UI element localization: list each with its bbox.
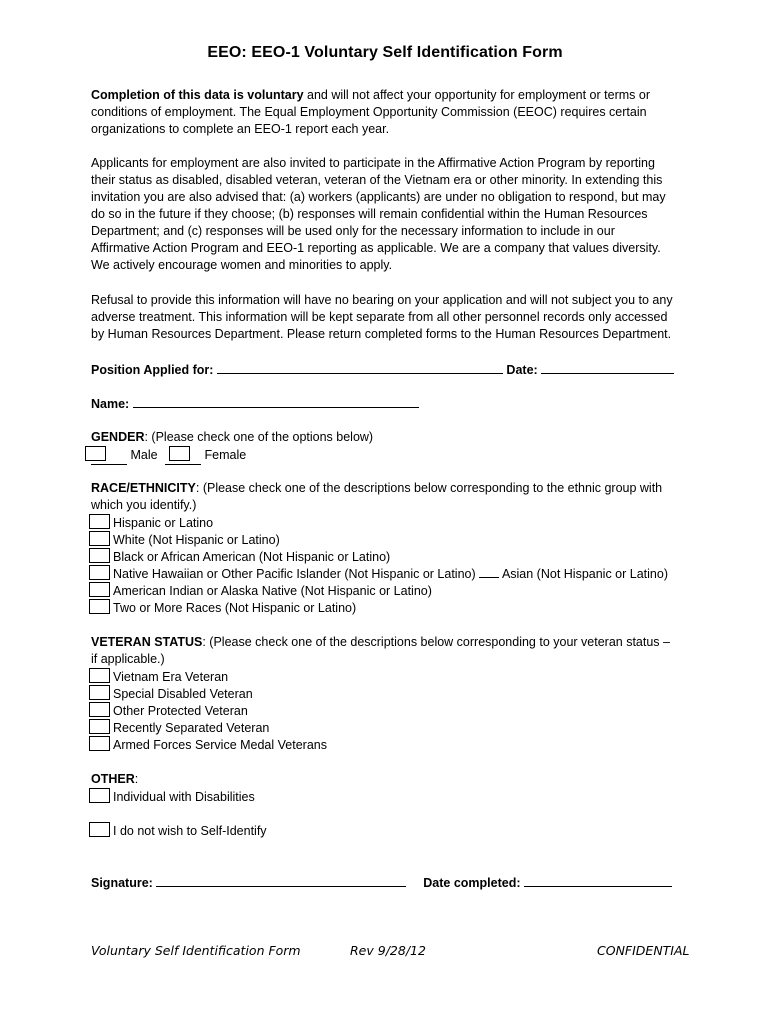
race-option bbox=[89, 565, 668, 582]
veteran-option bbox=[89, 685, 253, 702]
footer-confidential: CONFIDENTIAL bbox=[597, 943, 690, 958]
other-option bbox=[89, 822, 267, 839]
footer-revision: Rev 9/28/12 bbox=[350, 943, 426, 958]
no-self-identify-checkbox[interactable] bbox=[89, 822, 110, 837]
special-disabled-checkbox[interactable] bbox=[89, 685, 110, 700]
position-label: Position Applied for: bbox=[91, 363, 214, 377]
intro-line-3: organizations to complete an EEO-1 report each year. bbox=[91, 122, 390, 136]
para3-line: by Human Resources Department. Please return completed forms to the Human Resources Department. bbox=[91, 327, 672, 341]
intro-line-2: conditions of employment. The Equal Employment Opportunity Commission (EEOC) requires certain bbox=[91, 105, 647, 119]
veteran-instruction-2: if applicable.) bbox=[91, 652, 165, 666]
asian-label: Asian (Not Hispanic or Latino) bbox=[501, 567, 668, 581]
race-option-label: Native Hawaiian or Other Pacific Islander (Not Hispanic or Latino) bbox=[113, 567, 476, 581]
white-checkbox[interactable] bbox=[89, 531, 110, 546]
race-option-label: American Indian or Alaska Native (Not Hispanic or Latino) bbox=[113, 584, 432, 598]
race-option bbox=[89, 582, 432, 599]
male-checkbox[interactable] bbox=[85, 446, 106, 461]
para2-line: do so in the future if they choose; (b) responses will remain confidential within the Human Resources bbox=[91, 207, 648, 221]
refusal-paragraph bbox=[91, 292, 691, 343]
form-title: EEO: EEO-1 Voluntary Self Identification Form bbox=[207, 44, 563, 61]
other-option-label: I do not wish to Self-Identify bbox=[113, 824, 267, 838]
gender-options bbox=[91, 446, 246, 463]
female-checkbox[interactable] bbox=[169, 446, 190, 461]
race-instruction-2: which you identify.) bbox=[91, 498, 197, 512]
other-section bbox=[91, 771, 691, 788]
affirmative-action-paragraph bbox=[91, 155, 691, 274]
para2-line: their status as disabled, disabled veteran, veteran of the Vietnam era or other minority. In extending this bbox=[91, 173, 663, 187]
gender-section bbox=[91, 429, 691, 446]
intro-line-1-rest: and will not affect your opportunity for employment or terms or bbox=[303, 88, 650, 102]
american-indian-checkbox[interactable] bbox=[89, 582, 110, 597]
voluntary-notice: Completion of this data is voluntary bbox=[91, 88, 304, 102]
race-option bbox=[89, 548, 390, 565]
veteran-option bbox=[89, 668, 228, 685]
signature-field[interactable] bbox=[156, 874, 406, 887]
other-heading: OTHER bbox=[91, 772, 135, 786]
armed-forces-checkbox[interactable] bbox=[89, 736, 110, 751]
para2-line: We actively encourage women and minorities to apply. bbox=[91, 258, 393, 272]
race-option bbox=[89, 514, 213, 531]
name-row bbox=[91, 395, 419, 411]
veteran-heading-line bbox=[91, 634, 691, 651]
signature-row bbox=[91, 874, 672, 890]
other-protected-checkbox[interactable] bbox=[89, 702, 110, 717]
two-or-more-checkbox[interactable] bbox=[89, 599, 110, 614]
race-option-label: Two or More Races (Not Hispanic or Latino) bbox=[113, 601, 357, 615]
male-blank bbox=[91, 446, 127, 465]
race-instruction: : (Please check one of the descriptions below corresponding to the ethnic group with bbox=[195, 481, 663, 495]
para3-line: Refusal to provide this information will have no bearing on your application and will not subject you to any bbox=[91, 293, 673, 307]
other-option-label: Individual with Disabilities bbox=[113, 790, 255, 804]
name-label: Name: bbox=[91, 397, 130, 411]
other-option bbox=[89, 788, 255, 805]
veteran-section bbox=[91, 634, 691, 668]
date-field[interactable] bbox=[541, 361, 674, 374]
race-section bbox=[91, 480, 691, 514]
veteran-instruction: : (Please check one of the descriptions below corresponding to your veteran status – bbox=[202, 635, 670, 649]
asian-blank[interactable] bbox=[479, 565, 499, 578]
black-checkbox[interactable] bbox=[89, 548, 110, 563]
race-option-label: Hispanic or Latino bbox=[113, 516, 214, 530]
race-option-label: Black or African American (Not Hispanic or Latino) bbox=[113, 550, 391, 564]
veteran-option-label: Other Protected Veteran bbox=[113, 704, 248, 718]
date-completed-field[interactable] bbox=[524, 874, 672, 887]
intro-line-1 bbox=[91, 87, 691, 104]
veteran-heading: VETERAN STATUS bbox=[91, 635, 203, 649]
position-date-row bbox=[91, 361, 674, 377]
date-label: Date: bbox=[506, 363, 538, 377]
veteran-option-label: Armed Forces Service Medal Veterans bbox=[113, 738, 327, 752]
signature-label: Signature: bbox=[91, 876, 153, 890]
race-option-label: White (Not Hispanic or Latino) bbox=[113, 533, 280, 547]
para2-line: Affirmative Action Program and EEO-1 reporting as applicable. We are a company that values diversity. bbox=[91, 241, 661, 255]
para2-line: Applicants for employment are also invited to participate in the Affirmative Action Program by reporting bbox=[91, 156, 655, 170]
veteran-option-label: Recently Separated Veteran bbox=[113, 721, 270, 735]
female-label: Female bbox=[204, 448, 247, 462]
para3-line: adverse treatment. This information will be kept separate from all other personnel records only accessed bbox=[91, 310, 668, 324]
name-field[interactable] bbox=[133, 395, 419, 408]
gender-heading: GENDER bbox=[91, 430, 145, 444]
race-heading-line bbox=[91, 480, 691, 497]
position-field[interactable] bbox=[217, 361, 503, 374]
date-completed-label: Date completed: bbox=[423, 876, 521, 890]
intro-paragraph bbox=[91, 87, 691, 138]
race-heading: RACE/ETHNICITY bbox=[91, 481, 196, 495]
pacific-islander-checkbox[interactable] bbox=[89, 565, 110, 580]
vietnam-era-checkbox[interactable] bbox=[89, 668, 110, 683]
veteran-option-label: Special Disabled Veteran bbox=[113, 687, 253, 701]
recently-separated-checkbox[interactable] bbox=[89, 719, 110, 734]
other-colon: : bbox=[134, 772, 139, 786]
veteran-option-label: Vietnam Era Veteran bbox=[113, 670, 229, 684]
hispanic-checkbox[interactable] bbox=[89, 514, 110, 529]
race-option bbox=[89, 599, 356, 616]
gender-instruction: : (Please check one of the options below) bbox=[144, 430, 374, 444]
male-label: Male bbox=[130, 448, 158, 462]
para2-line: invitation you are also advised that: (a) workers (applicants) are under no obligation to respond, but may bbox=[91, 190, 666, 204]
footer-form-name: Voluntary Self Identification Form bbox=[91, 943, 301, 958]
veteran-option bbox=[89, 719, 269, 736]
para2-line: Department; and (c) responses will be used only for the necessary information to include in our bbox=[91, 224, 615, 238]
race-option bbox=[89, 531, 280, 548]
female-blank bbox=[165, 446, 201, 465]
veteran-option bbox=[89, 736, 327, 753]
veteran-option bbox=[89, 702, 248, 719]
disabilities-checkbox[interactable] bbox=[89, 788, 110, 803]
